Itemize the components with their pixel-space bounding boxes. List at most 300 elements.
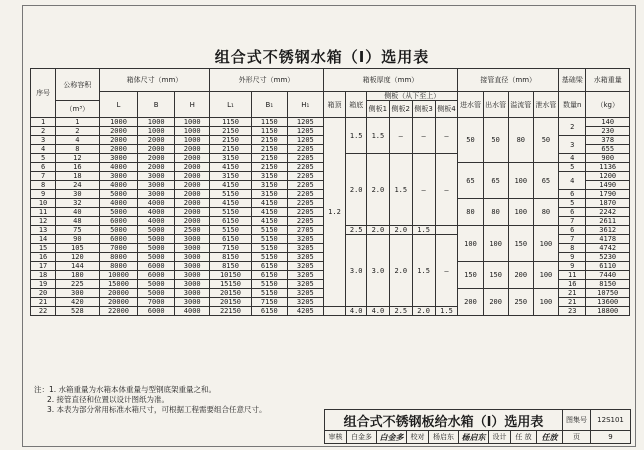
cell: 2205 xyxy=(288,190,323,199)
cell: 1000 xyxy=(138,118,175,127)
beam-count: 9 xyxy=(559,253,586,262)
cell: 14 xyxy=(31,235,56,244)
cell: 3000 xyxy=(99,154,138,163)
beam-count: 23 xyxy=(559,307,586,316)
cell: 24 xyxy=(56,181,99,190)
cell: 12 xyxy=(56,154,99,163)
cell: 6000 xyxy=(99,217,138,226)
header-weight-unit: （kg） xyxy=(586,92,630,118)
header-seq: 序号 xyxy=(31,69,56,118)
cell: 225 xyxy=(56,280,99,289)
cell: 2000 xyxy=(138,136,175,145)
pipe-drain: 50 xyxy=(533,118,558,163)
cell: 4000 xyxy=(99,181,138,190)
cell: 4000 xyxy=(138,208,175,217)
pipe-drain: 100 xyxy=(533,262,558,289)
weight: 1870 xyxy=(586,199,630,208)
pipe-inlet: 100 xyxy=(458,226,483,262)
cell: 5000 xyxy=(138,289,175,298)
cell: 1 xyxy=(31,118,56,127)
cell: 2205 xyxy=(288,154,323,163)
beam-count: 5 xyxy=(559,199,586,208)
cell: 3000 xyxy=(138,190,175,199)
header-drain: 泄水管 xyxy=(533,92,558,118)
cell: 3000 xyxy=(99,172,138,181)
cell: 3205 xyxy=(288,298,323,307)
weight: 4178 xyxy=(586,235,630,244)
thk-bottom: 3.0 xyxy=(346,235,367,307)
cell: 3205 xyxy=(288,235,323,244)
header-bottom: 箱底 xyxy=(346,92,367,118)
review-label: 审核 xyxy=(325,431,347,444)
cell: 4150 xyxy=(210,181,251,190)
cell: 2000 xyxy=(99,127,138,136)
cell: 13 xyxy=(31,226,56,235)
pipe-inlet: 200 xyxy=(458,289,483,316)
beam-count: 3 xyxy=(559,136,586,154)
header-thickness: 箱板厚度（mm） xyxy=(323,69,458,92)
cell: 6150 xyxy=(251,262,288,271)
beam-count: 11 xyxy=(559,271,586,280)
cell: 10000 xyxy=(99,271,138,280)
cell: 22000 xyxy=(99,307,138,316)
cell: 4000 xyxy=(99,199,138,208)
pipe-inlet: 50 xyxy=(458,118,483,163)
cell: 22 xyxy=(31,307,56,316)
cell: 19 xyxy=(31,280,56,289)
weight: 6110 xyxy=(586,262,630,271)
cell: 5000 xyxy=(99,226,138,235)
cell: 5000 xyxy=(138,244,175,253)
cell: 5150 xyxy=(210,226,251,235)
cell: 4000 xyxy=(138,199,175,208)
cell: 2205 xyxy=(288,217,323,226)
header-H: H xyxy=(174,92,209,118)
cell: 1000 xyxy=(174,118,209,127)
cell: 30 xyxy=(56,190,99,199)
cell: 2205 xyxy=(288,181,323,190)
weight: 1490 xyxy=(586,181,630,190)
cell: 2205 xyxy=(288,199,323,208)
cell: 5 xyxy=(31,154,56,163)
cell: 5000 xyxy=(138,235,175,244)
cell: 4000 xyxy=(174,307,209,316)
cell: 7150 xyxy=(210,244,251,253)
cell: 4150 xyxy=(210,199,251,208)
pipe-drain: 80 xyxy=(533,199,558,226)
cell: 120 xyxy=(56,253,99,262)
cell: 16 xyxy=(31,253,56,262)
weight: 140 xyxy=(586,118,630,127)
weight: 2611 xyxy=(586,217,630,226)
cell: 20000 xyxy=(99,289,138,298)
cell: 6 xyxy=(31,163,56,172)
cell: 1150 xyxy=(210,118,251,127)
cell: 5150 xyxy=(210,190,251,199)
cell: 2705 xyxy=(288,226,323,235)
thk-side4 xyxy=(435,226,458,235)
cell: 2000 xyxy=(174,190,209,199)
thk-side4: — xyxy=(435,118,458,154)
cell: 48 xyxy=(56,217,99,226)
weight: 5230 xyxy=(586,253,630,262)
cell: 6000 xyxy=(99,235,138,244)
pipe-overflow: 200 xyxy=(508,262,533,289)
cell: 4000 xyxy=(138,217,175,226)
cell: 2000 xyxy=(174,145,209,154)
cell: 3000 xyxy=(174,289,209,298)
cell: 90 xyxy=(56,235,99,244)
cell: 180 xyxy=(56,271,99,280)
reviewer-name: 白金多 xyxy=(347,431,377,444)
checker-name: 杨启东 xyxy=(429,431,459,444)
cell: 3150 xyxy=(251,181,288,190)
cell: 1150 xyxy=(251,127,288,136)
cell: 1205 xyxy=(288,136,323,145)
cell: 4150 xyxy=(251,217,288,226)
cell: 2150 xyxy=(210,136,251,145)
cell: 300 xyxy=(56,289,99,298)
beam-count: 6 xyxy=(559,226,586,235)
cell: 6150 xyxy=(251,307,288,316)
cell: 11 xyxy=(31,208,56,217)
beam-count: 6 xyxy=(559,190,586,199)
pipe-drain: 100 xyxy=(533,226,558,262)
cell: 3000 xyxy=(174,244,209,253)
cell: 2 xyxy=(56,127,99,136)
thk-side4: 1.5 xyxy=(435,307,458,316)
cell: 2000 xyxy=(99,136,138,145)
pipe-inlet: 65 xyxy=(458,163,483,199)
thk-side3: 1.5 xyxy=(412,226,435,235)
pipe-outlet: 50 xyxy=(483,118,508,163)
design-label: 设计 xyxy=(489,431,511,444)
header-inlet: 进水管 xyxy=(458,92,483,118)
header-H1: H₁ xyxy=(288,92,323,118)
cell: 420 xyxy=(56,298,99,307)
cell: 5150 xyxy=(251,280,288,289)
weight: 10750 xyxy=(586,289,630,298)
cell: 3000 xyxy=(138,172,175,181)
thk-side2: — xyxy=(389,118,412,154)
cell: 4205 xyxy=(288,307,323,316)
cell: 5150 xyxy=(251,289,288,298)
cell: 4 xyxy=(56,136,99,145)
cell: 5150 xyxy=(251,244,288,253)
header-side3: 侧板3 xyxy=(412,101,435,118)
cell: 16 xyxy=(56,163,99,172)
cell: 20000 xyxy=(99,298,138,307)
pipe-overflow: 250 xyxy=(508,289,533,316)
weight: 378 xyxy=(586,136,630,145)
notes xyxy=(34,385,334,415)
pipe-overflow: 80 xyxy=(508,118,533,163)
pipe-overflow: 150 xyxy=(508,226,533,262)
header-B: B xyxy=(138,92,175,118)
cell: 4000 xyxy=(99,163,138,172)
header-volume-unit: （m³） xyxy=(56,101,99,118)
cell: 2150 xyxy=(251,145,288,154)
weight: 18800 xyxy=(586,307,630,316)
cell: 4150 xyxy=(251,208,288,217)
weight: 655 xyxy=(586,145,630,154)
thk-side4: — xyxy=(435,154,458,226)
cell: 1000 xyxy=(174,136,209,145)
pipe-outlet: 65 xyxy=(483,163,508,199)
header-side2: 侧板2 xyxy=(389,101,412,118)
thk-bottom: 2.5 xyxy=(346,226,367,235)
cell: 5150 xyxy=(251,253,288,262)
cell: 6000 xyxy=(138,262,175,271)
cell: 2000 xyxy=(138,163,175,172)
cell: 18 xyxy=(56,172,99,181)
note-line: 注：1. 水箱重量为水箱本体重量与型钢底架重量之和。 xyxy=(34,385,217,394)
thk-bottom: 4.0 xyxy=(346,307,367,316)
cell: 2205 xyxy=(288,172,323,181)
thk-bottom: 1.5 xyxy=(346,118,367,154)
weight: 3612 xyxy=(586,226,630,235)
cell: 8 xyxy=(31,181,56,190)
cell: 4 xyxy=(31,145,56,154)
cell: 3150 xyxy=(210,154,251,163)
beam-count: 9 xyxy=(559,262,586,271)
header-top: 箱顶 xyxy=(323,92,346,118)
cell: 105 xyxy=(56,244,99,253)
cell: 2000 xyxy=(138,154,175,163)
weight: 13600 xyxy=(586,298,630,307)
cell: 3000 xyxy=(174,262,209,271)
beam-count: 7 xyxy=(559,235,586,244)
cell: 2205 xyxy=(288,145,323,154)
cell: 2150 xyxy=(251,154,288,163)
cell: 4150 xyxy=(251,199,288,208)
cell: 2000 xyxy=(174,208,209,217)
thk-side3: — xyxy=(412,118,435,154)
header-box-size: 箱体尺寸（mm） xyxy=(99,69,210,92)
cell: 12 xyxy=(31,217,56,226)
designer-name: 任 放 xyxy=(511,431,537,444)
pipe-outlet: 100 xyxy=(483,226,508,262)
cell: 3205 xyxy=(288,289,323,298)
cell: 3000 xyxy=(174,235,209,244)
thk-side4: — xyxy=(435,235,458,307)
cell: 1 xyxy=(56,118,99,127)
cell: 3000 xyxy=(174,280,209,289)
pipe-outlet: 200 xyxy=(483,289,508,316)
header-side1: 侧板1 xyxy=(366,101,389,118)
atlas-number: 12S101 xyxy=(591,410,631,431)
thk-side1: 4.0 xyxy=(366,307,389,316)
selection-table xyxy=(30,68,630,316)
top-thickness-cell: 1.2 xyxy=(323,118,346,307)
cell: 8000 xyxy=(99,253,138,262)
beam-count: 21 xyxy=(559,298,586,307)
atlas-label: 图集号 xyxy=(563,410,591,431)
cell: 528 xyxy=(56,307,99,316)
cell: 2205 xyxy=(288,163,323,172)
cell: 2000 xyxy=(99,145,138,154)
header-weight: 水箱重量 xyxy=(586,69,630,92)
cell: 1205 xyxy=(288,127,323,136)
cell: 6000 xyxy=(138,271,175,280)
cell: 20150 xyxy=(210,289,251,298)
pipe-inlet: 150 xyxy=(458,262,483,289)
cell: 5000 xyxy=(99,208,138,217)
cell: 5150 xyxy=(251,235,288,244)
beam-count: 16 xyxy=(559,280,586,289)
cell: 2000 xyxy=(174,154,209,163)
beam-count: 6 xyxy=(559,208,586,217)
cell: 7150 xyxy=(251,298,288,307)
beam-count: 5 xyxy=(559,163,586,172)
designer-signature: 任放 xyxy=(537,431,563,444)
beam-count: 2 xyxy=(559,118,586,136)
cell: 1000 xyxy=(138,127,175,136)
cell: 3150 xyxy=(251,172,288,181)
beam-count: 7 xyxy=(559,217,586,226)
cell: 3150 xyxy=(210,172,251,181)
header-pipe: 接管直径（mm） xyxy=(458,69,559,92)
thk-side3: — xyxy=(412,154,435,226)
reviewer-signature: 白金多 xyxy=(377,431,407,444)
cell: 15000 xyxy=(99,280,138,289)
weight: 8150 xyxy=(586,280,630,289)
thk-side1: 1.5 xyxy=(366,118,389,154)
cell: 6000 xyxy=(138,307,175,316)
cell: 17 xyxy=(31,262,56,271)
cell: 9 xyxy=(31,190,56,199)
cell: 32 xyxy=(56,199,99,208)
cell: 8 xyxy=(56,145,99,154)
cell: 4150 xyxy=(210,163,251,172)
weight: 900 xyxy=(586,154,630,163)
cell: 8000 xyxy=(99,262,138,271)
check-label: 校对 xyxy=(407,431,429,444)
cell: 2000 xyxy=(174,217,209,226)
cell: 2000 xyxy=(174,163,209,172)
header-outer-size: 外形尺寸（mm） xyxy=(210,69,323,92)
cell: 1205 xyxy=(288,118,323,127)
cell: 20 xyxy=(31,289,56,298)
cell: 3205 xyxy=(288,244,323,253)
cell: 2150 xyxy=(210,145,251,154)
cell: 40 xyxy=(56,208,99,217)
thk-side2: 2.5 xyxy=(389,307,412,316)
cell: 3000 xyxy=(174,271,209,280)
weight: 4742 xyxy=(586,244,630,253)
pipe-inlet: 80 xyxy=(458,199,483,226)
cell: 18 xyxy=(31,271,56,280)
cell: 144 xyxy=(56,262,99,271)
note-line: 2. 接管直径和位置以设计图纸为准。 xyxy=(47,395,170,404)
cell: 3000 xyxy=(174,298,209,307)
drawing-title: 组合式不锈钢板给水箱（Ⅰ）选用表 xyxy=(325,410,563,431)
cell: 15 xyxy=(31,244,56,253)
table-body xyxy=(31,118,630,316)
weight: 1136 xyxy=(586,163,630,172)
cell: 7 xyxy=(31,172,56,181)
cell: 3205 xyxy=(288,262,323,271)
thk-side3: 2.0 xyxy=(412,307,435,316)
cell: 3205 xyxy=(288,253,323,262)
cell: 20150 xyxy=(210,298,251,307)
page-label: 页 xyxy=(563,431,591,444)
cell: 5000 xyxy=(138,226,175,235)
pipe-drain: 100 xyxy=(533,289,558,316)
cell: 8150 xyxy=(210,262,251,271)
cell: 2000 xyxy=(174,181,209,190)
header-side4: 侧板4 xyxy=(435,101,458,118)
header-volume: 公称容积 xyxy=(56,69,99,101)
weight: 1790 xyxy=(586,190,630,199)
cell: 3150 xyxy=(251,190,288,199)
pipe-overflow: 100 xyxy=(508,199,533,226)
cell: 22150 xyxy=(210,307,251,316)
beam-count: 21 xyxy=(559,289,586,298)
cell: 2500 xyxy=(174,226,209,235)
cell: 6150 xyxy=(210,217,251,226)
cell: 7000 xyxy=(138,298,175,307)
cell: 7000 xyxy=(99,244,138,253)
cell: 2 xyxy=(31,127,56,136)
cell: 8150 xyxy=(210,253,251,262)
weight: 7440 xyxy=(586,271,630,280)
cell: 2000 xyxy=(174,172,209,181)
note-line: 3. 本表为部分常用标准水箱尺寸，可根据工程需要组合任意尺寸。 xyxy=(47,405,267,414)
weight: 230 xyxy=(586,127,630,136)
cell: 5000 xyxy=(138,280,175,289)
header-count: 数量n xyxy=(559,92,586,118)
header-overflow: 溢流管 xyxy=(508,92,533,118)
weight: 1200 xyxy=(586,172,630,181)
pipe-drain: 65 xyxy=(533,163,558,199)
cell: 15150 xyxy=(210,280,251,289)
cell: 6150 xyxy=(210,235,251,244)
weight: 2242 xyxy=(586,208,630,217)
cell: 2150 xyxy=(210,127,251,136)
cell: 3000 xyxy=(174,253,209,262)
page-title: 组合式不锈钢水箱（Ⅰ）选用表 xyxy=(214,48,430,66)
page-number: 9 xyxy=(591,431,631,444)
thk-bottom: 2.0 xyxy=(346,154,367,226)
cell: 2000 xyxy=(174,199,209,208)
pipe-outlet: 80 xyxy=(483,199,508,226)
cell: 3205 xyxy=(288,271,323,280)
header-B1: B₁ xyxy=(251,92,288,118)
cell: 1150 xyxy=(251,118,288,127)
header-L1: L₁ xyxy=(210,92,251,118)
cell: 2000 xyxy=(138,145,175,154)
thk-side2: 1.5 xyxy=(389,154,412,226)
cell: 3 xyxy=(31,136,56,145)
thk-side1: 3.0 xyxy=(366,235,389,307)
title-block xyxy=(324,409,631,444)
header-side: 侧板（从下至上） xyxy=(366,92,457,101)
cell: 5150 xyxy=(210,208,251,217)
cell: 5150 xyxy=(251,226,288,235)
checker-signature: 杨启东 xyxy=(459,431,489,444)
header-outlet: 出水管 xyxy=(483,92,508,118)
thk-side2: 2.0 xyxy=(389,226,412,235)
table-row xyxy=(31,118,630,127)
header-L: L xyxy=(99,92,138,118)
cell: 3205 xyxy=(288,280,323,289)
header-base-beam: 基础梁 xyxy=(559,69,586,92)
cell: 1000 xyxy=(174,127,209,136)
cell: 21 xyxy=(31,298,56,307)
cell: 10150 xyxy=(210,271,251,280)
top-thickness-last xyxy=(323,307,346,316)
